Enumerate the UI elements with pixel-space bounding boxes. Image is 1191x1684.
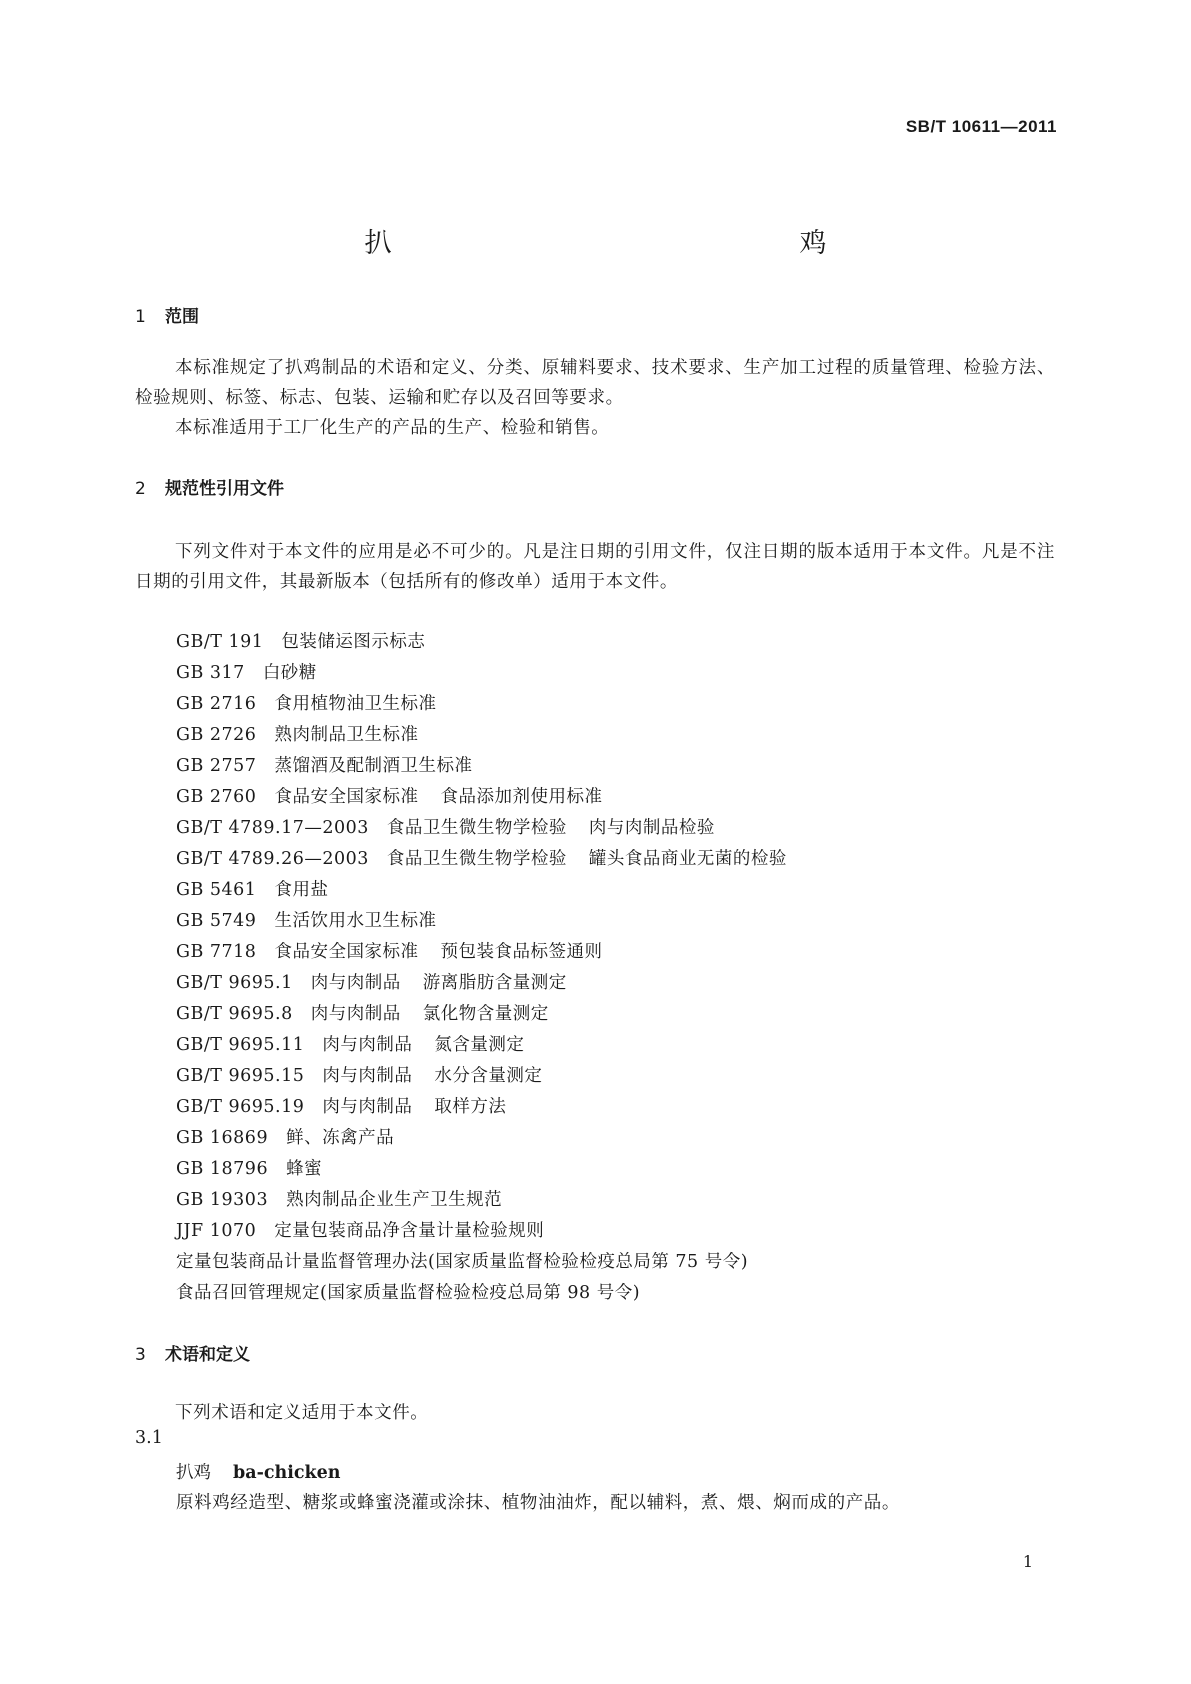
reference-item	[176, 1216, 787, 1247]
reference-code: GB 2716	[176, 694, 257, 714]
reference-code: GB/T 191	[176, 632, 264, 652]
reference-title: 熟肉制品企业生产卫生规范	[286, 1190, 503, 1210]
reference-title: 肉与肉制品	[322, 1066, 413, 1086]
reference-code: GB 16869	[176, 1128, 269, 1148]
reference-code: GB/T 9695.19	[176, 1097, 305, 1117]
reference-subtitle: 肉与肉制品检验	[588, 818, 715, 838]
reference-code: GB/T 4789.17—2003	[176, 818, 369, 838]
reference-code: GB/T 9695.11	[176, 1035, 305, 1055]
reference-title: 肉与肉制品	[310, 973, 401, 993]
reference-item	[176, 844, 787, 875]
reference-item	[176, 813, 787, 844]
reference-item	[176, 1030, 787, 1061]
term-en: ba-chicken	[233, 1463, 341, 1483]
reference-item	[176, 720, 787, 751]
reference-item	[176, 782, 787, 813]
reference-code: GB 2757	[176, 756, 257, 776]
section-number: 1	[135, 307, 146, 327]
reference-item	[176, 1185, 787, 1216]
reference-title: 肉与肉制品	[322, 1097, 413, 1117]
reference-code: GB 5749	[176, 911, 257, 931]
reference-title: 蒸馏酒及配制酒卫生标准	[274, 756, 473, 776]
scope-paragraph-1: 本标准规定了扒鸡制品的术语和定义、分类、原辅料要求、技术要求、生产加工过程的质量管理、检验方法、检验规则、标签、标志、包装、运输和贮存以及召回等要求。	[135, 358, 1055, 408]
reference-subtitle: 罐头食品商业无菌的检验	[588, 849, 787, 869]
reference-title: 生活饮用水卫生标准	[274, 911, 437, 931]
section-number: 3	[135, 1345, 146, 1365]
reference-title: 肉与肉制品	[322, 1035, 413, 1055]
reference-item	[176, 937, 787, 968]
reference-code: GB 18796	[176, 1159, 269, 1179]
reference-title: 熟肉制品卫生标准	[274, 725, 419, 745]
reference-item	[176, 999, 787, 1030]
reference-title: 食用植物油卫生标准	[274, 694, 437, 714]
section-number: 2	[135, 479, 146, 499]
reference-code: GB/T 9695.15	[176, 1066, 305, 1086]
reference-item	[176, 875, 787, 906]
term-entry	[176, 1458, 341, 1488]
reference-title: 定量包装商品净含量计量检验规则	[274, 1221, 545, 1241]
reference-title: 食品召回管理规定(国家质量监督检验检疫总局第 98 号令)	[176, 1283, 641, 1303]
reference-item	[176, 1061, 787, 1092]
section-title: 规范性引用文件	[165, 479, 284, 499]
reference-title: 肉与肉制品	[310, 1004, 401, 1024]
document-title: 扒 鸡	[364, 228, 945, 259]
scope-paragraph-2: 本标准适用于工厂化生产的产品的生产、检验和销售。	[175, 418, 610, 438]
reference-title: 食品卫生微生物学检验	[386, 849, 567, 869]
reference-title: 食用盐	[274, 880, 329, 900]
reference-title: 蜂蜜	[286, 1159, 323, 1179]
reference-title: 包装储运图示标志	[281, 632, 426, 652]
reference-list	[176, 627, 787, 1309]
reference-code: JJF 1070	[176, 1221, 257, 1241]
reference-code: GB 19303	[176, 1190, 269, 1210]
reference-subtitle: 水分含量测定	[434, 1066, 543, 1086]
reference-item	[176, 1247, 787, 1278]
reference-code: GB/T 9695.8	[176, 1004, 293, 1024]
reference-title: 鲜、冻禽产品	[286, 1128, 395, 1148]
reference-code: GB 7718	[176, 942, 257, 962]
page-number: 1	[1022, 1552, 1033, 1571]
reference-code: GB 317	[176, 663, 245, 683]
reference-item	[176, 906, 787, 937]
reference-code: GB 2760	[176, 787, 257, 807]
reference-code: GB 5461	[176, 880, 257, 900]
reference-title: 食品安全国家标准	[274, 787, 419, 807]
reference-subtitle: 取样方法	[434, 1097, 507, 1117]
section-heading-terms	[135, 1340, 250, 1365]
reference-item	[176, 658, 787, 689]
term-number: 3.1	[135, 1428, 163, 1448]
section-heading-scope	[135, 302, 199, 327]
normative-refs-intro: 下列文件对于本文件的应用是必不可少的。凡是注日期的引用文件，仅注日期的版本适用于本文件。凡是不注日期的引用文件，其最新版本（包括所有的修改单）适用于本文件。	[135, 542, 1055, 592]
reference-subtitle: 预包装食品标签通则	[440, 942, 603, 962]
reference-code: GB 2726	[176, 725, 257, 745]
reference-code: GB/T 9695.1	[176, 973, 293, 993]
reference-code: GB/T 4789.26—2003	[176, 849, 369, 869]
reference-item	[176, 1092, 787, 1123]
reference-item	[176, 1154, 787, 1185]
reference-subtitle: 氯化物含量测定	[422, 1004, 549, 1024]
term-definition: 原料鸡经造型、糖浆或蜂蜜浇灌或涂抹、植物油油炸，配以辅料，煮、煨、焖而成的产品。	[176, 1493, 900, 1513]
section-heading-normative-refs	[135, 474, 284, 499]
reference-item	[176, 1123, 787, 1154]
section-title: 范围	[165, 307, 199, 327]
reference-title: 定量包装商品计量监督管理办法(国家质量监督检验检疫总局第 75 号令)	[176, 1252, 749, 1272]
reference-subtitle: 食品添加剂使用标准	[440, 787, 603, 807]
standard-code: SB/T 10611—2011	[905, 117, 1057, 136]
reference-title: 白砂糖	[262, 663, 317, 683]
reference-item	[176, 968, 787, 999]
term-zh: 扒鸡	[176, 1463, 211, 1483]
terms-intro: 下列术语和定义适用于本文件。	[175, 1403, 429, 1423]
reference-subtitle: 游离脂肪含量测定	[422, 973, 567, 993]
section-title: 术语和定义	[165, 1345, 250, 1365]
reference-item	[176, 689, 787, 720]
reference-item	[176, 1278, 787, 1309]
reference-item	[176, 751, 787, 782]
reference-title: 食品卫生微生物学检验	[386, 818, 567, 838]
reference-title: 食品安全国家标准	[274, 942, 419, 962]
reference-subtitle: 氮含量测定	[434, 1035, 525, 1055]
reference-item	[176, 627, 787, 658]
